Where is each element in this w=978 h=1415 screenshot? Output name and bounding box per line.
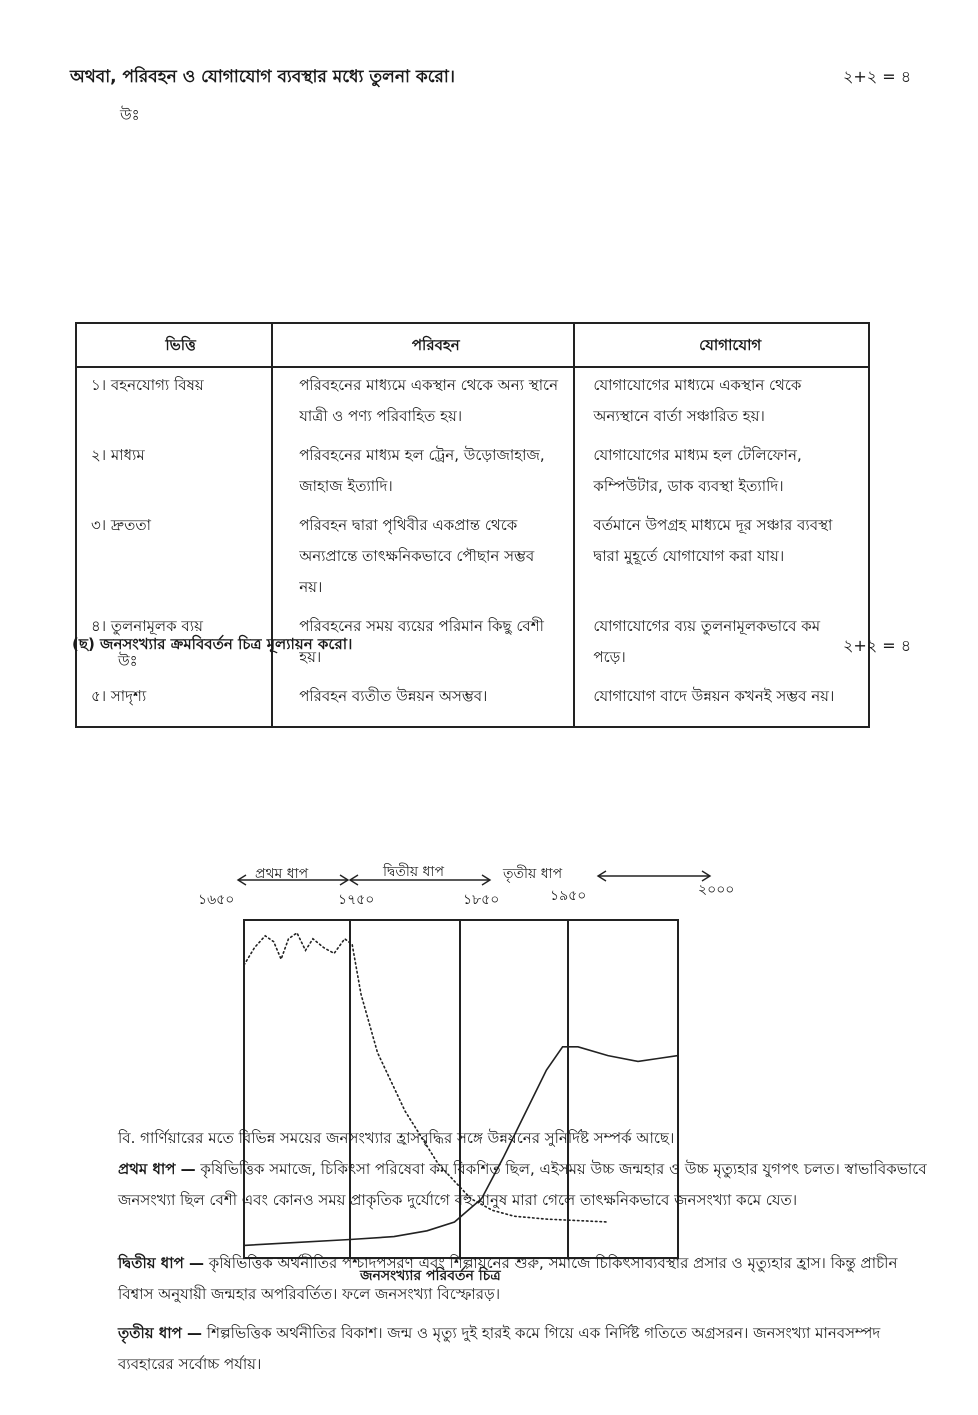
cell-basis: ২। মাধ্যম	[76, 438, 272, 508]
stage-2-body: কৃষিভিত্তিক অর্থনীতির পশ্চাদপসরণ এবং শিল্পায়নের শুরু, সমাজে চিকিৎসাব্যবস্থার প্রসার ও মৃত্যুহার হ্রাস। কিন্তু প্রাচীন বিশ্বাস অনুযায়ী জন্মহার অপরিবর্তিত। ফলে জনসংখ্যা বিস্ফোরড়।	[118, 1254, 898, 1303]
question-2-marks: ২+২ = ৪	[843, 636, 912, 655]
year-label-1650: ১৬৫০	[198, 892, 235, 908]
cell-basis: ১। বহনযোগ্য বিষয়	[76, 367, 272, 438]
answer-2-label: উঃ	[118, 652, 138, 670]
year-label-1850: ১৮৫০	[463, 892, 500, 908]
cell-communication: বর্তমানে উপগ্রহ মাধ্যমে দূর সঞ্চার ব্যবস্থা দ্বারা মুহূর্তে যোগাযোগ করা যায়।	[574, 508, 869, 609]
stage-2-heading: দ্বিতীয় ধাপ —	[118, 1254, 204, 1272]
cell-transport: পরিবহনের মাধ্যম হল ট্রেন, উড়োজাহাজ, জাহাজ ইত্যাদি।	[272, 438, 574, 508]
header-communication: যোগাযোগ	[574, 323, 869, 367]
cell-basis: ৪। তুলনামূলক ব্যয়	[76, 609, 272, 679]
header-basis: ভিত্তি	[76, 323, 272, 367]
cell-basis: ৩। দ্রুততা	[76, 508, 272, 609]
cell-transport: পরিবহনের সময় ব্যয়ের পরিমান কিছু বেশী হয়।	[272, 609, 574, 679]
question-1-marks: ২+২ = ৪	[843, 67, 912, 86]
year-label-2000: ২০০০	[698, 882, 735, 898]
cell-transport: পরিবহনের মাধ্যমে একস্থান থেকে অন্য স্থানে যাত্রী ও পণ্য পরিবাহিত হয়।	[272, 367, 574, 438]
stage-arrows	[238, 871, 710, 885]
stage-label-3: তৃতীয় ধাপ	[503, 866, 563, 882]
stage-1-body: কৃষিভিত্তিক সমাজে, চিকিৎসা পরিষেবা কম বিকশিত ছিল, এইসময় উচ্চ জন্মহার ও উচ্চ মৃত্যুহার যুগপৎ চলত। স্বাভাবিকভাবে জনসংখ্যা ছিল বেশী এবং কোনও সময় প্রাকৃতিক দুর্যোগে বহু মানুষ মারা গেলে তাৎক্ষনিকভাবে জনসংখ্যা কমে যেত।	[118, 1160, 927, 1209]
paragraph-stage-2	[118, 1248, 933, 1310]
year-label-1950: ১৯৫০	[550, 888, 587, 904]
stage-3-body: শিল্পভিত্তিক অর্থনীতির বিকাশ। জন্ম ও মৃত্যু দুই হারই কমে গিয়ে এক নির্দিষ্ট গতিতে অগ্রসরন। জনসংখ্যা মানবসম্পদ ব্যবহারের সর্বোচ্চ পর্যায়।	[118, 1324, 881, 1373]
paragraph-stage-3	[118, 1318, 933, 1380]
paragraph-stage-1	[118, 1154, 933, 1216]
cell-transport: পরিবহন দ্বারা পৃথিবীর একপ্রান্ত থেকে অন্যপ্রান্তে তাৎক্ষনিকভাবে পৌছান সম্ভব নয়।	[272, 508, 574, 609]
cell-communication: যোগাযোগের ব্যয় তুলনামূলকভাবে কম পড়ে।	[574, 609, 869, 679]
cell-basis: ৫। সাদৃশ্য	[76, 679, 272, 727]
cell-communication: যোগাযোগের মাধ্যমে একস্থান থেকে অন্যস্থানে বার্তা সঞ্চারিত হয়।	[574, 367, 869, 438]
question-1-text: অথবা, পরিবহন ও যোগাযোগ ব্যবস্থার মধ্যে তুলনা করো।	[70, 67, 455, 87]
answer-1-label: উঃ	[120, 106, 140, 124]
stage-label-1: প্রথম ধাপ	[255, 866, 309, 882]
cell-communication: যোগাযোগের মাধ্যম হল টেলিফোন, কম্পিউটার, ডাক ব্যবস্থা ইত্যাদি।	[574, 438, 869, 508]
stage-3-heading: তৃতীয় ধাপ —	[118, 1324, 203, 1342]
stage-1-heading: প্রথম ধাপ —	[118, 1160, 196, 1178]
question-2-text: (ছ) জনসংখ্যার ক্রমবিবর্তন চিত্র মূল্যায়ন করো।	[72, 635, 353, 653]
chart-title: জনসংখ্যার পরিবর্তন চিত্র	[360, 1268, 501, 1284]
cell-transport: পরিবহন ব্যতীত উন্নয়ন অসম্ভব।	[272, 679, 574, 727]
intro-paragraph: বি. গার্ণিয়ারের মতে বিভিন্ন সময়ের জনসংখ্যার হ্রাসবৃদ্ধির সঙ্গে উন্নয়নের সুনির্দিষ্ট সম্পর্ক আছে।	[118, 1129, 675, 1147]
cell-communication: যোগাযোগ বাদে উন্নয়ন কখনই সম্ভব নয়।	[574, 679, 869, 727]
year-label-1750: ১৭৫০	[338, 892, 375, 908]
header-transport: পরিবহন	[272, 323, 574, 367]
stage-label-2: দ্বিতীয় ধাপ	[383, 864, 444, 880]
